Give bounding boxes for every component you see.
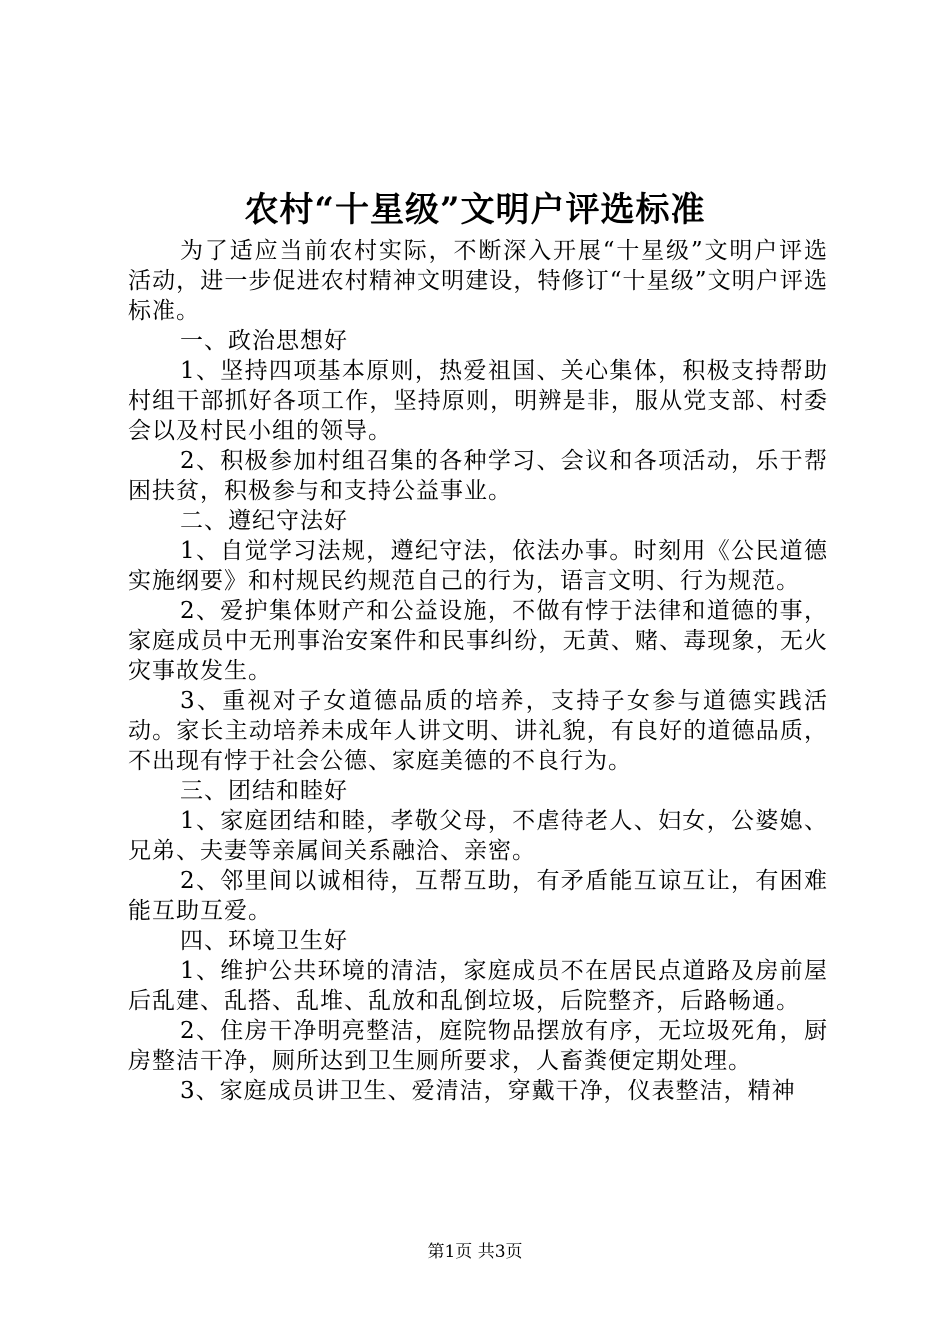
paragraph: 1、家庭团结和睦，孝敬父母，不虐待老人、妇女，公婆媳、兄弟、夫妻等亲属间关系融洽、亲密。 — [128, 808, 828, 864]
paragraph: 2、住房干净明亮整洁，庭院物品摆放有序，无垃圾死角，厨房整洁干净，厕所达到卫生厕所要求，人畜粪便定期处理。 — [128, 1018, 828, 1074]
section-heading-law: 二、遵纪守法好 — [180, 508, 348, 534]
section-heading-hygiene: 四、环境卫生好 — [180, 928, 348, 954]
section-heading-politics: 一、政治思想好 — [180, 328, 348, 354]
paragraph: 3、家庭成员讲卫生、爱清洁，穿戴干净，仪表整洁，精神 — [180, 1078, 796, 1104]
paragraph: 1、自觉学习法规，遵纪守法，依法办事。时刻用《公民道德实施纲要》和村规民约规范自己的行为，语言文明、行为规范。 — [128, 538, 828, 594]
paragraph: 2、邻里间以诚相待，互帮互助，有矛盾能互谅互让，有困难能互助互爱。 — [128, 868, 828, 924]
page-title: 农村“十星级”文明户评选标准 — [244, 190, 706, 230]
paragraph: 2、积极参加村组召集的各种学习、会议和各项活动，乐于帮困扶贫，积极参与和支持公益事业。 — [128, 448, 828, 504]
section-heading-harmony: 三、团结和睦好 — [180, 778, 348, 804]
paragraph: 2、爱护集体财产和公益设施，不做有悖于法律和道德的事，家庭成员中无刑事治安案件和民事纠纷，无黄、赌、毒现象，无火灾事故发生。 — [128, 598, 828, 684]
paragraph: 1、坚持四项基本原则，热爱祖国、关心集体，积极支持帮助村组干部抓好各项工作，坚持原则，明辨是非，服从党支部、村委会以及村民小组的领导。 — [128, 358, 828, 444]
paragraph: 3、重视对子女道德品质的培养，支持子女参与道德实践活动。家长主动培养未成年人讲文明、讲礼貌，有良好的道德品质，不出现有悖于社会公德、家庭美德的不良行为。 — [128, 688, 828, 774]
intro-paragraph: 为了适应当前农村实际，不断深入开展“十星级”文明户评选活动，进一步促进农村精神文明建设，特修订“十星级”文明户评选标准。 — [128, 238, 828, 324]
document-body — [128, 236, 828, 1106]
paragraph: 1、维护公共环境的清洁，家庭成员不在居民点道路及房前屋后乱建、乱搭、乱堆、乱放和乱倒垃圾，后院整齐，后路畅通。 — [128, 958, 828, 1014]
page-footer: 第1页 共3页 — [427, 1242, 523, 1262]
